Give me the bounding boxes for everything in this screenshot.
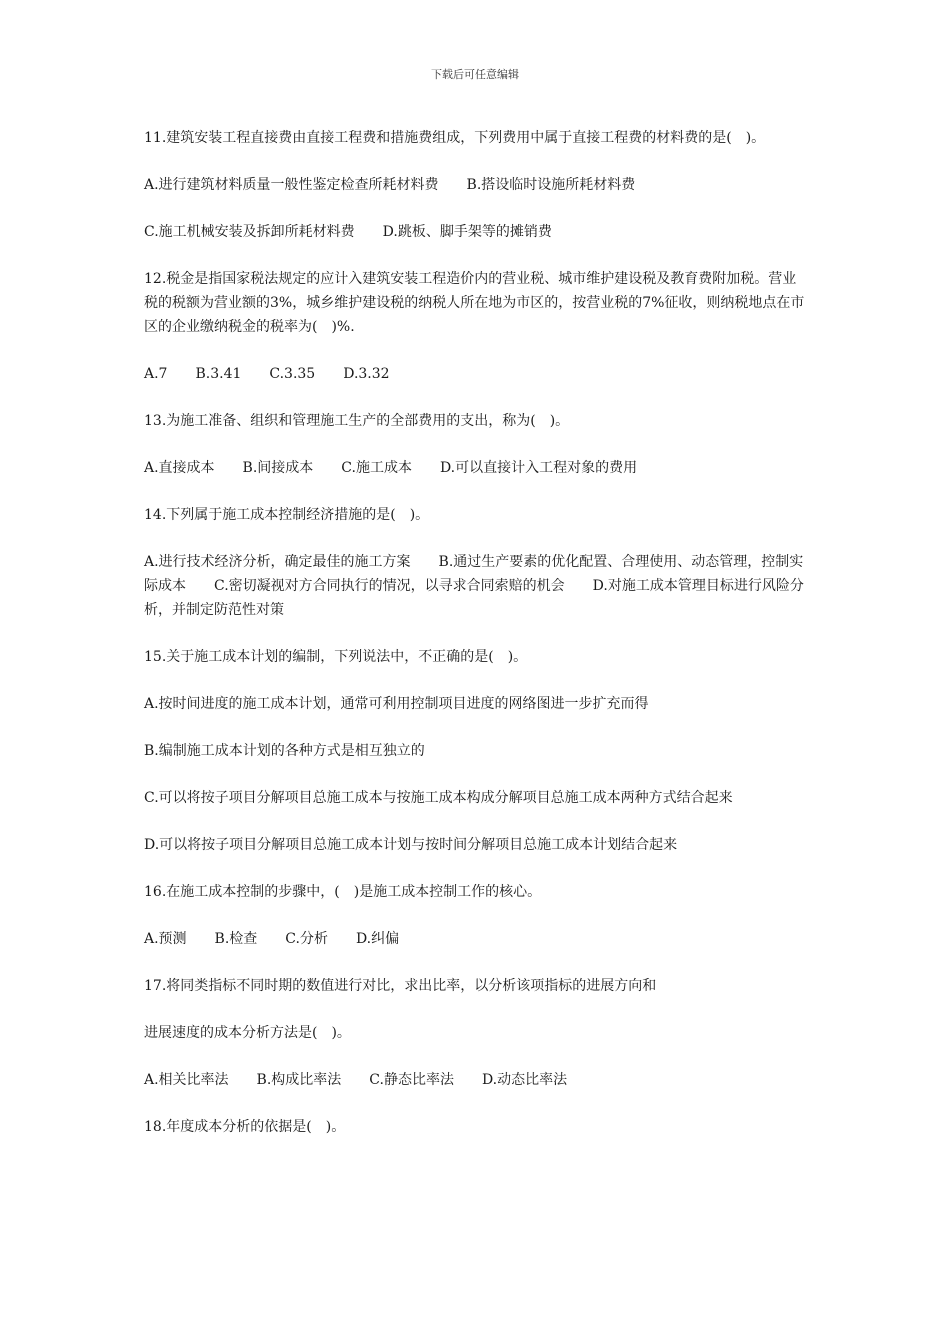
question-15: 15.关于施工成本计划的编制，下列说法中，不正确的是( )。 — [144, 649, 528, 665]
question-17-line-2: 进展速度的成本分析方法是( )。 — [144, 1025, 351, 1041]
question-16: 16.在施工成本控制的步骤中，( )是施工成本控制工作的核心。 — [144, 884, 542, 900]
options-12: A.7 B.3.41 C.3.35 D.3.32 — [144, 366, 390, 382]
question-18: 18.年度成本分析的依据是( )。 — [144, 1119, 346, 1135]
option-15-a: A.按时间进度的施工成本计划，通常可利用控制项目进度的网络图进一步扩充而得 — [144, 696, 649, 712]
options-17: A.相关比率法 B.构成比率法 C.静态比率法 D.动态比率法 — [144, 1072, 568, 1088]
options-11-cd: C.施工机械安装及拆卸所耗材料费 D.跳板、脚手架等的摊销费 — [144, 224, 552, 240]
question-11: 11.建筑安装工程直接费由直接工程费和措施费组成，下列费用中属于直接工程费的材料费的是( )。 — [144, 130, 766, 146]
option-15-b: B.编制施工成本计划的各种方式是相互独立的 — [144, 743, 425, 759]
options-14: A.进行技术经济分析，确定最佳的施工方案 B.通过生产要素的优化配置、合理使用、动态管理，控制实际成本 C.密切凝视对方合同执行的情况，以寻求合同索赔的机会 D.对施工成本管理目标进行风险分析，并制定防范性对策 — [144, 554, 804, 618]
options-11-ab: A.进行建筑材料质量一般性鉴定检查所耗材料费 B.搭设临时设施所耗材料费 — [144, 177, 636, 193]
question-17-line-1: 17.将同类指标不同时期的数值进行对比，求出比率，以分析该项指标的进展方向和 — [144, 978, 657, 994]
options-16: A.预测 B.检查 C.分析 D.纠偏 — [144, 931, 400, 947]
option-15-d: D.可以将按子项目分解项目总施工成本计划与按时间分解项目总施工成本计划结合起来 — [144, 837, 678, 853]
page-header: 下载后可任意编辑 — [431, 68, 519, 81]
document-body — [144, 126, 810, 1162]
question-13: 13.为施工准备、组织和管理施工生产的全部费用的支出，称为( )。 — [144, 413, 570, 429]
options-13: A.直接成本 B.间接成本 C.施工成本 D.可以直接计入工程对象的费用 — [144, 460, 638, 476]
question-12: 12.税金是指国家税法规定的应计入建筑安装工程造价内的营业税、城市维护建设税及教育费附加税。营业税的税额为营业额的3%，城乡维护建设税的纳税人所在地为市区的，按营业税的7%征收，则纳税地点在市区的企业缴纳税金的税率为( )%. — [144, 271, 805, 335]
question-14: 14.下列属于施工成本控制经济措施的是( )。 — [144, 507, 430, 523]
option-15-c: C.可以将按子项目分解项目总施工成本与按施工成本构成分解项目总施工成本两种方式结合起来 — [144, 790, 733, 806]
